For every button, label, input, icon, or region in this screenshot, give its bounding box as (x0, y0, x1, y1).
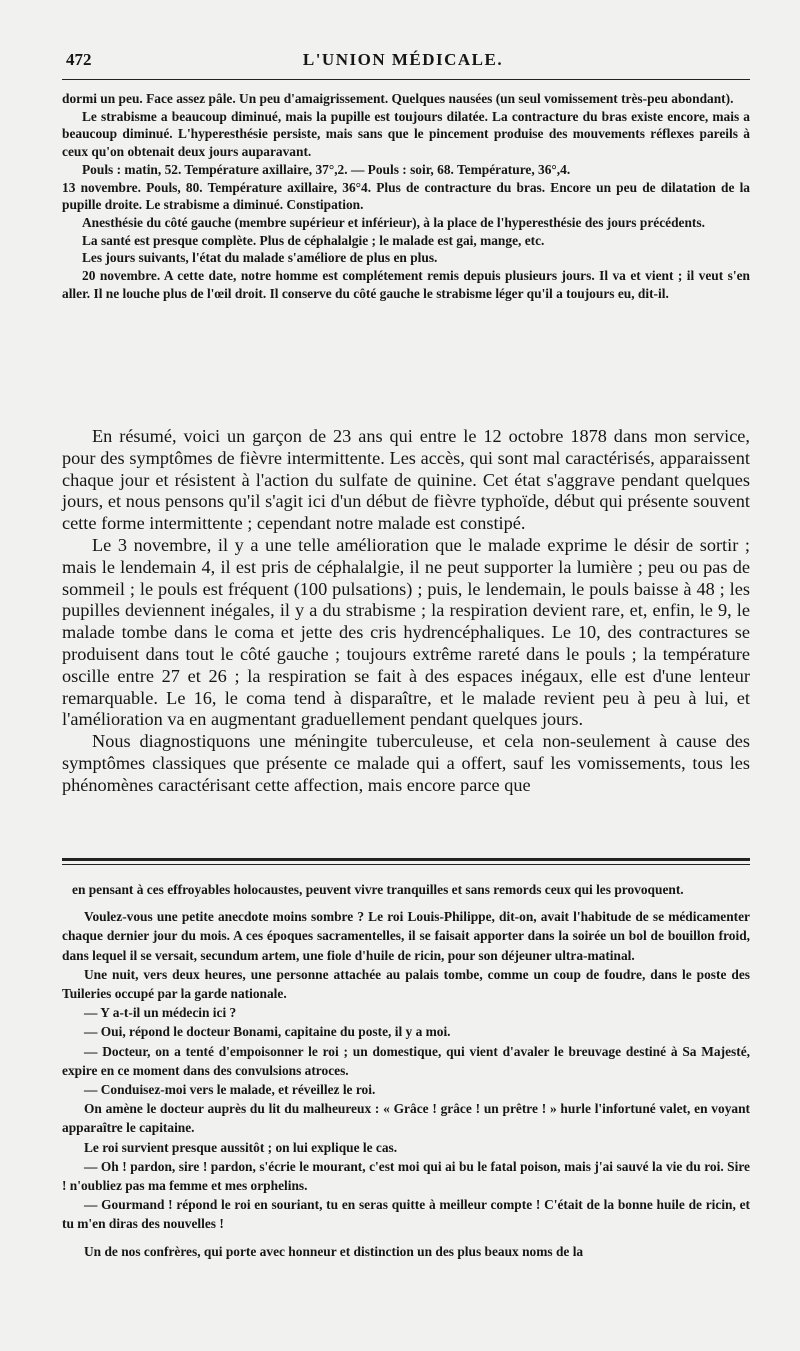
case-note: La santé est presque complète. Plus de céphalalgie ; le malade est gai, mange, etc. (82, 232, 545, 248)
case-note: Le strabisme a beaucoup diminué, mais la pupille est toujours dilatée. La contracture du bras existe encore, mais a beaucoup diminué. L'hyperesthésie persiste, mais sans que le pincement produise des mouvements réflexes pareils à ceux qu'on obtenait deux jours auparavant. (62, 108, 750, 160)
case-note: Les jours suivants, l'état du malade s'améliore de plus en plus. (82, 250, 438, 266)
case-note: dormi un peu. Face assez pâle. Un peu d'amaigrissement. Quelques nausées (un seul vomissement très-peu abondant). (62, 91, 734, 106)
summary-paragraph: Nous diagnostiquons une méningite tuberculeuse, et cela non-seulement à cause des symptômes classiques que présente ce malade qui a offert, sauf les vomissements, tous les phénomènes caractérisant cette affection, mais encore parce que (62, 731, 750, 795)
feuilleton-paragraph: en pensant à ces effroyables holocaustes, peuvent vivre tranquilles et sans remords ceux qui les provoquent. (72, 882, 684, 897)
page-header (62, 50, 744, 80)
feuilleton-paragraph: Voulez-vous une petite anecdote moins sombre ? Le roi Louis-Philippe, dit-on, avait l'habitude de se médicamenter chaque dernier jour du mois. A ces époques sacramentelles, il se faisait apporter dans la soirée un bol de bouillon froid, dans lequel il se versait, secundum artem, une fiole d'huile de ricin, pour son déjeuner ultra-matinal. (62, 909, 750, 963)
case-note: 13 novembre. Pouls, 80. Température axillaire, 36°4. Plus de contracture du bras. Encore un peu de dilatation de la pupille droite. Le strabisme a diminué. Constipation. (62, 179, 750, 213)
feuilleton (62, 880, 750, 1261)
case-note: 20 novembre. A cette date, notre homme est complétement remis depuis plusieurs jours. Il va et vient ; il veut s'en aller. Il ne louche plus de l'œil droit. Il conserve du côté gauche le strabisme léger qu'il a toujours eu, dit-il. (62, 268, 750, 301)
feuilleton-rule-thin (62, 864, 750, 865)
feuilleton-paragraph: On amène le docteur auprès du lit du malheureux : « Grâce ! grâce ! un prêtre ! » hurle l'infortuné valet, en voyant apparaître le capitaine. (62, 1101, 750, 1136)
dialogue-line: — Y a-t-il un médecin ici ? (84, 1005, 237, 1021)
feuilleton-paragraph: Une nuit, vers deux heures, une personne attachée au palais tombe, comme un coup de foudre, dans le poste des Tuileries occupé par la garde nationale. (62, 966, 750, 1002)
dialogue-line: — Oui, répond le docteur Bonami, capitaine du poste, il y a moi. (84, 1024, 451, 1040)
summary-paragraph: En résumé, voici un garçon de 23 ans qui entre le 12 octobre 1878 dans mon service, pour des symptômes de fièvre intermittente. Les accès, qui sont mal caractérisés, apparaissent chaque jour et résistent à l'action du sulfate de quinine. Cet état s'aggrave pendant quelques jours, et nous pensons qu'il s'agit ici d'un début de fièvre typhoïde, début qui présente souvent cette forme intermittente ; cependant notre malade est constipé. (62, 426, 750, 534)
dialogue-line: — Gourmand ! répond le roi en souriant, tu en seras quitte à meilleur compte ! C'était de la bonne huile de ricin, et tu m'en diras des nouvelles ! (62, 1197, 750, 1232)
summary-section (62, 426, 750, 797)
case-notes (62, 90, 750, 302)
feuilleton-rule (62, 858, 750, 861)
dialogue-line: — Conduisez-moi vers le malade, et réveillez le roi. (84, 1082, 376, 1098)
page-number: 472 (66, 50, 92, 69)
case-note: Pouls : matin, 52. Température axillaire, 37°,2. — Pouls : soir, 68. Température, 36°,4. (82, 161, 571, 177)
summary-paragraph: Le 3 novembre, il y a une telle amélioration que le malade exprime le désir de sortir ; mais le lendemain 4, il est pris de céphalalgie, il ne peut supporter la lumière ; peu ou pas de sommeil ; le pouls est fréquent (100 pulsations) ; puis, le lendemain, le pouls baisse à 48 ; les pupilles deviennent inégales, il y a du strabisme ; la respiration devient rare, et, enfin, le 9, le malade tombe dans le coma et jette des cris hydrencéphaliques. Le 10, des contractures se produisent dans tout le côté gauche ; toujours extrême rareté dans le pouls ; la température oscille entre 27 et 26 ; la respiration se fait à des espaces inégaux, elle est d'une lenteur remarquable. Le 16, le coma tend à disparaître, et le malade revient peu à peu à lui, et l'amélioration va en augmentant graduellement pendant quelques jours. (62, 534, 750, 730)
header-rule (62, 79, 750, 80)
running-title: L'UNION MÉDICALE. (302, 50, 504, 69)
case-note: Anesthésie du côté gauche (membre supérieur et inférieur), à la place de l'hyperesthésie des jours précédents. (82, 214, 705, 230)
dialogue-line: — Docteur, on a tenté d'empoisonner le roi ; un domestique, qui vient d'avaler le breuvage destiné à Sa Majesté, expire en ce moment dans des convulsions atroces. (62, 1043, 750, 1078)
feuilleton-paragraph: Un de nos confrères, qui porte avec honneur et distinction un des plus beaux noms de la (84, 1243, 584, 1259)
dialogue-line: — Oh ! pardon, sire ! pardon, s'écrie le mourant, c'est moi qui ai bu le fatal poison, mais j'ai sauvé la vie du roi. Sire ! n'oubliez pas ma femme et mes orphelins. (62, 1158, 750, 1194)
feuilleton-paragraph: Le roi survient presque aussitôt ; on lui explique le cas. (84, 1139, 398, 1155)
